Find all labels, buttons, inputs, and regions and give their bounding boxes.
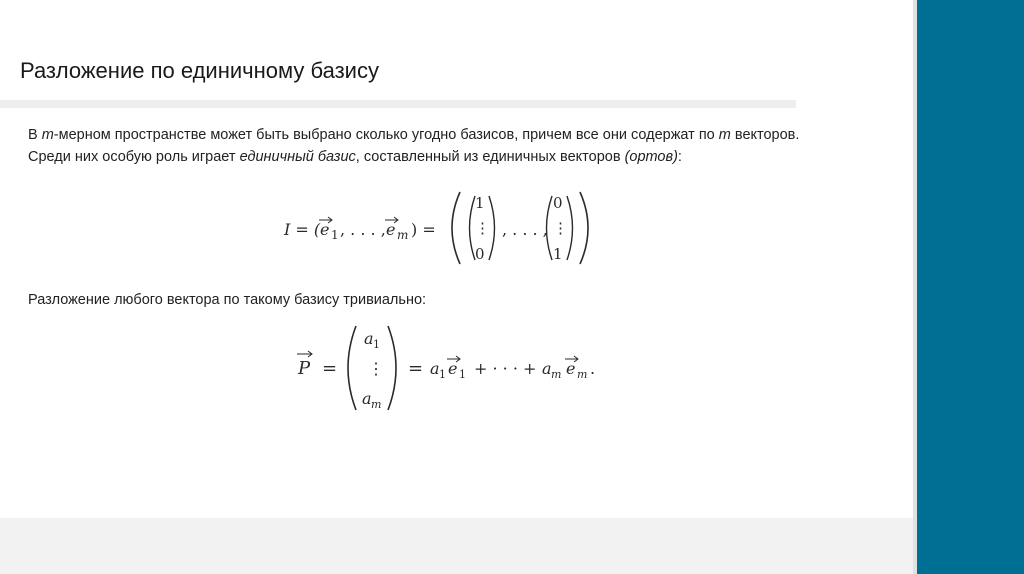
formula1-sub1: 1 [331,228,339,242]
formula2-eq: = [322,358,338,379]
formula2-end-dot: . [590,359,596,378]
formula2-am: a [362,389,372,408]
formula2-rhs-am: a [542,359,552,378]
formula1-close-eq: ) = [411,220,436,239]
unit-basis-formula [270,186,610,270]
vec1-dots: ⋮ [475,219,490,237]
outer-paren-right [580,192,588,264]
formula2-a1: a [364,329,374,348]
formula2-a1-sub: 1 [373,338,380,351]
outer-paren-left [452,192,460,264]
title-underline [0,100,796,108]
formula2-rhs-e1: e [448,359,458,378]
formula2-rhs-e1-sub: 1 [459,368,466,381]
vec1-bottom: 0 [475,245,485,263]
formula1-subm: m [397,228,409,242]
formula2-rhs-em-sub: m [577,368,588,381]
formula2-vdots: ⋮ [368,359,384,378]
vec2-dots: ⋮ [553,219,568,237]
formula2-rhs-a1: a [430,359,440,378]
vector-expansion-formula [290,320,630,418]
formula2-rhs-em: e [566,359,576,378]
paragraph-1-line-2: Среди них особую роль играет единичный базис, составленный из единичных векторов (ортов): [28,149,682,165]
vec2-top: 0 [553,194,563,212]
accent-bar [917,0,1024,574]
formula2-rhs-a1-sub: 1 [439,368,446,381]
vec1-top: 1 [475,194,485,212]
formula2-rhs-eq: = [408,358,424,379]
column-paren-left [348,326,356,410]
formula2-P: P [298,358,311,379]
slide-title: Разложение по единичному базису [20,58,379,83]
formula1-middle-dots: , . . . , [502,220,548,239]
bottom-strip [0,518,913,574]
formula2-rhs-am-sub: m [551,368,562,381]
vec2-bottom: 1 [553,245,563,263]
formula1-lhs: I = ( [284,220,321,239]
formula1-em: e [386,220,396,239]
formula1-e1: e [320,220,330,239]
column-paren-right [388,326,396,410]
formula1-dots-sep: , . . . , [340,220,386,239]
paragraph-2: Разложение любого вектора по такому базису тривиально: [28,292,427,308]
vector-arrow-icon [297,351,312,357]
formula2-plus-dots: + · · · + [474,359,537,378]
formula2-am-sub: m [371,398,382,411]
paragraph-1-line-1: В m-мерном пространстве может быть выбрано сколько угодно базисов, причем все они содержат по m векторов. [28,127,800,143]
